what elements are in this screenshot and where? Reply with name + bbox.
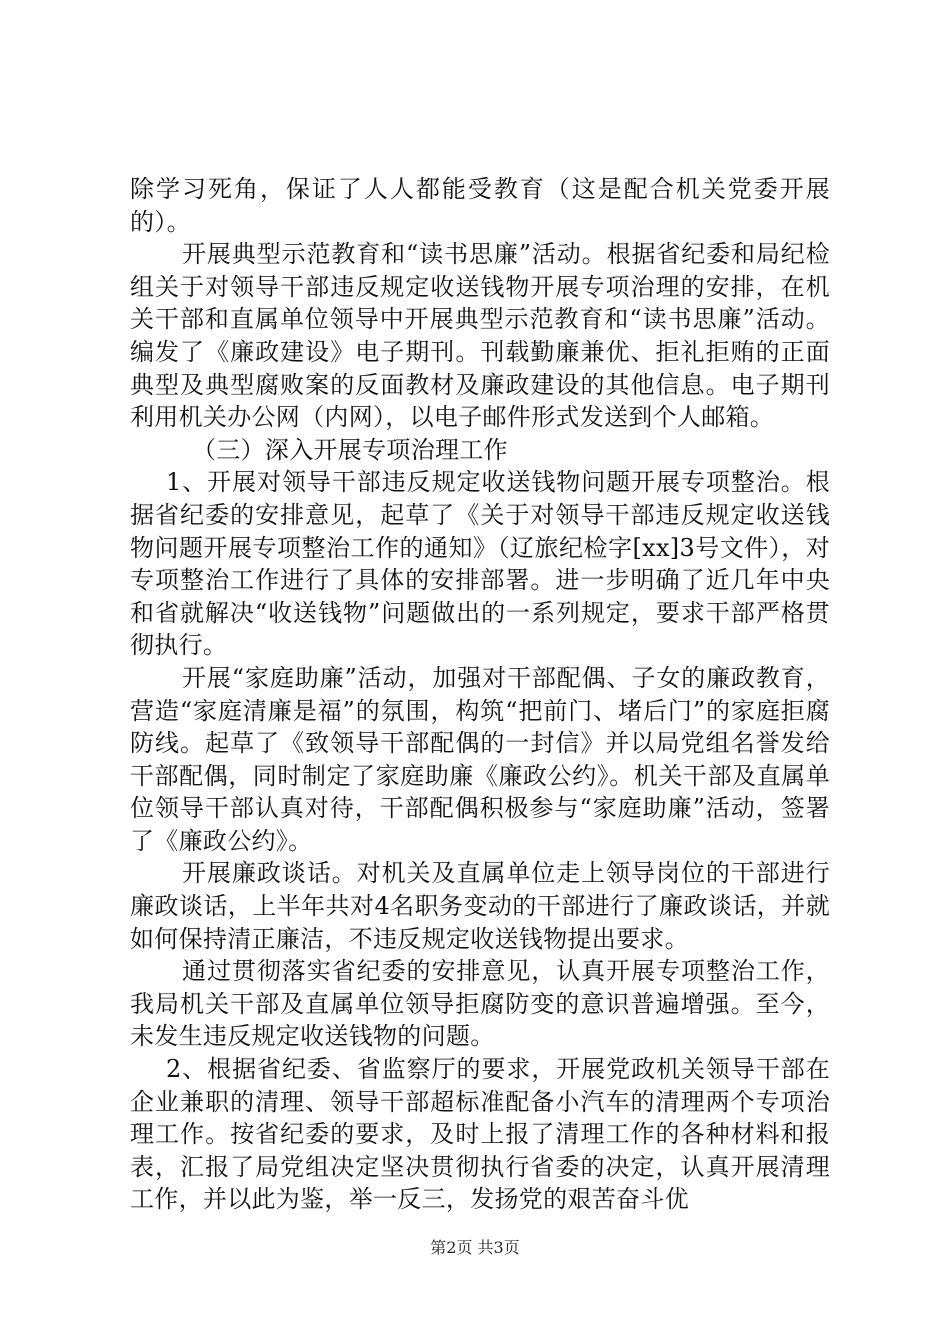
document-body [130,173,830,1216]
page-footer: 第2页 共3页 [430,1238,520,1257]
paragraph-family-integrity: 开展“家庭助廉”活动，加强对干部配偶、子女的廉政教育，营造“家庭清廉是福”的氛围，构筑“把前门、堵后门”的家庭拒腐防线。起草了《致领导干部配偶的一封信》并以局党组名誉发给干部配偶，同时制定了家庭助廉《廉政公约》。机关干部及直属单位领导干部认真对待，干部配偶积极参与“家庭助廉”活动，签署了《廉政公约》。 [130,663,830,855]
paragraph-results: 通过贯彻落实省纪委的安排意见，认真开展专项整治工作，我局机关干部及直属单位领导拒腐防变的意识普遍增强。至今，未发生违反规定收送钱物的问题。 [130,957,830,1051]
section-heading-special-governance: （三）深入开展专项治理工作 [192,435,508,464]
paragraph-item-2: 2、根据省纪委、省监察厅的要求，开展党政机关领导干部在企业兼职的清理、领导干部超标准配备小汽车的清理两个专项治理工作。按省纪委的要求，及时上报了清理工作的各种材料和报表，汇报了局党组决定坚决贯彻执行省委的决定，认真开展清理工作，并以此为鉴，举一反三，发扬党的艰苦奋斗优 [130,1055,830,1214]
paragraph-item-1: 1、开展对领导干部违反规定收送钱物问题开展专项整治。根据省纪委的安排意见，起草了《关于对领导干部违反规定收送钱物问题开展专项整治工作的通知》（辽旅纪检字[xx]3号文件），对专项整治工作进行了具体的安排部署。进一步明确了近几年中央和省就解决“收送钱物”问题做出的一系列规定，要求干部严格贯彻执行。 [130,468,830,660]
paragraph-reading-campaign: 开展典型示范教育和“读书思廉”活动。根据省纪委和局纪检组关于对领导干部违反规定收送钱物开展专项治理的安排，在机关干部和直属单位领导中开展典型示范教育和“读书思廉”活动。编发了《廉政建设》电子期刊。刊载勤廉兼优、拒礼拒贿的正面典型及典型腐败案的反面教材及廉政建设的其他信息。电子期刊利用机关办公网（内网），以电子邮件形式发送到个人邮箱。 [130,240,830,432]
paragraph-integrity-talks: 开展廉政谈话。对机关及直属单位走上领导岗位的干部进行廉政谈话，上半年共对4名职务变动的干部进行了廉政谈话，并就如何保持清正廉洁，不违反规定收送钱物提出要求。 [130,859,830,953]
paragraph-continuation: 除学习死角，保证了人人都能受教育（这是配合机关党委开展的）。 [130,175,830,236]
